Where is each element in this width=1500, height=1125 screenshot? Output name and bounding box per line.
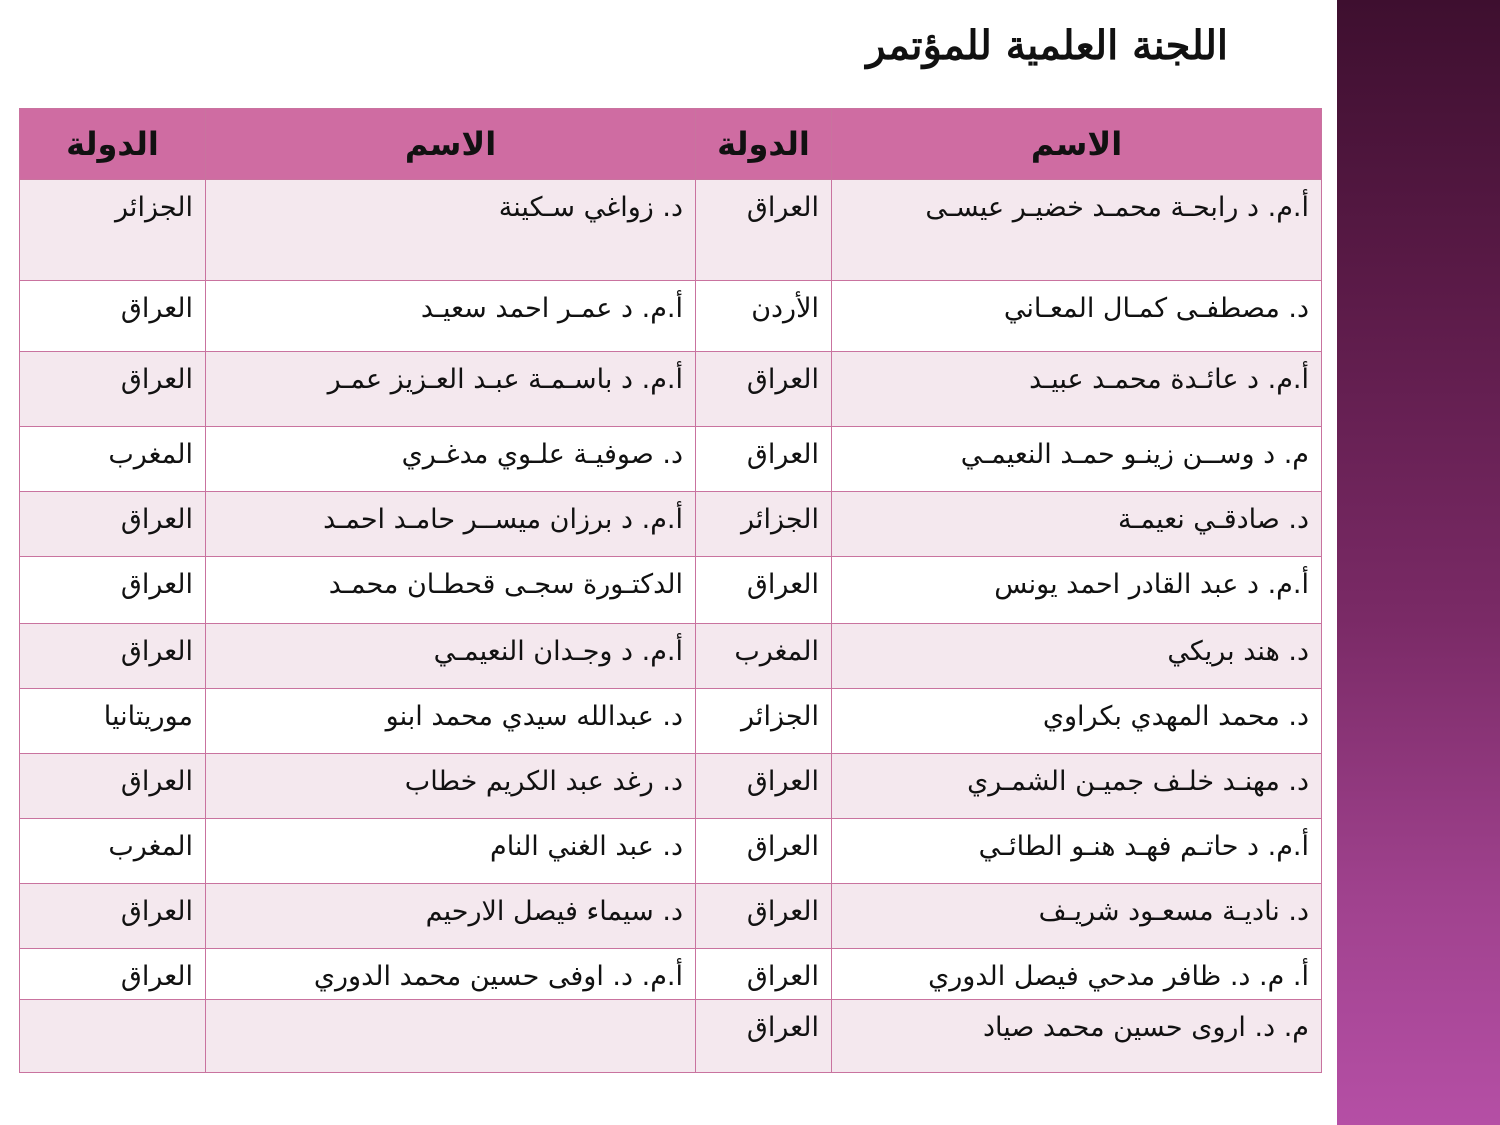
cell-name-1: أ.م. د عبد القادر احمد يونس [832,557,1322,624]
cell-name-2: أ.م. د عمـر احمد سعيـد [206,281,696,352]
header-name-2: الاسم [206,109,696,180]
cell-name-1: أ. م. د. ظافر مدحي فيصل الدوري [832,949,1322,1000]
cell-country-1: العراق [696,180,832,281]
cell-name-1: د. مصطفـى كمـال المعـاني [832,281,1322,352]
table-row [20,180,1322,281]
cell-country-2: المغرب [20,427,206,492]
cell-country-1: العراق [696,754,832,819]
cell-country-2: موريتانيا [20,689,206,754]
cell-country-2: العراق [20,949,206,1000]
cell-name-1: د. هند بريكي [832,624,1322,689]
table-row [20,624,1322,689]
cell-country-2: العراق [20,884,206,949]
cell-country-2: الجزائر [20,180,206,281]
table-row [20,754,1322,819]
table-row [20,427,1322,492]
cell-name-1: أ.م. د عائـدة محمـد عبيـد [832,352,1322,427]
cell-name-1: م. د وســن زينـو حمـد النعيمـي [832,427,1322,492]
cell-country-1: العراق [696,352,832,427]
cell-country-2: العراق [20,557,206,624]
cell-country-2: العراق [20,352,206,427]
table-row [20,689,1322,754]
header-name-1: الاسم [832,109,1322,180]
cell-name-2: أ.م. د باسـمـة عبـد العـزيز عمـر [206,352,696,427]
cell-name-1: أ.م. د حاتـم فهـد هنـو الطائـي [832,819,1322,884]
table-row [20,884,1322,949]
cell-country-1: العراق [696,1000,832,1073]
cell-name-2: د. سيماء فيصل الارحيم [206,884,696,949]
cell-country-1: العراق [696,557,832,624]
cell-country-1: المغرب [696,624,832,689]
cell-country-1: العراق [696,819,832,884]
cell-country-1: الجزائر [696,492,832,557]
header-country-2: الدولة [20,109,206,180]
cell-name-2: الدكتـورة سجـى قحطـان محمـد [206,557,696,624]
cell-country-1: العراق [696,427,832,492]
cell-country-1: العراق [696,884,832,949]
table-row [20,1000,1322,1073]
table-row [20,819,1322,884]
cell-name-2 [206,1000,696,1073]
table-row [20,557,1322,624]
cell-name-2: د. عبدالله سيدي محمد ابنو [206,689,696,754]
cell-country-1: الأردن [696,281,832,352]
cell-name-1: د. محمد المهدي بكراوي [832,689,1322,754]
table-body [20,180,1322,1073]
cell-country-2: العراق [20,754,206,819]
header-country-1: الدولة [696,109,832,180]
cell-name-2: أ.م. د وجـدان النعيمـي [206,624,696,689]
decorative-side-band [1337,0,1500,1125]
page-title: اللجنة العلمية للمؤتمر [866,22,1228,69]
table-header-row [20,109,1322,180]
table-row [20,949,1322,1000]
cell-name-2: د. رغد عبد الكريم خطاب [206,754,696,819]
cell-name-2: د. عبد الغني النام [206,819,696,884]
cell-country-2 [20,1000,206,1073]
cell-name-1: د. صادقـي نعيمـة [832,492,1322,557]
cell-name-2: أ.م. د. اوفى حسين محمد الدوري [206,949,696,1000]
cell-country-2: العراق [20,492,206,557]
cell-country-1: الجزائر [696,689,832,754]
cell-country-2: العراق [20,281,206,352]
table-row [20,492,1322,557]
cell-name-2: د. زواغي سـكينة [206,180,696,281]
cell-name-1: أ.م. د رابحـة محمـد خضيـر عيسـى [832,180,1322,281]
table-row [20,281,1322,352]
committee-table [19,108,1322,1073]
side-divider [1320,0,1337,1125]
cell-name-2: د. صوفيـة علـوي مدغـري [206,427,696,492]
cell-name-1: م. د. اروى حسين محمد صياد [832,1000,1322,1073]
cell-name-1: د. مهنـد خلـف جميـن الشمـري [832,754,1322,819]
cell-country-2: العراق [20,624,206,689]
cell-country-2: المغرب [20,819,206,884]
cell-country-1: العراق [696,949,832,1000]
cell-name-2: أ.م. د برزان ميســر حامـد احمـد [206,492,696,557]
table-row [20,352,1322,427]
cell-name-1: د. ناديـة مسعـود شريـف [832,884,1322,949]
